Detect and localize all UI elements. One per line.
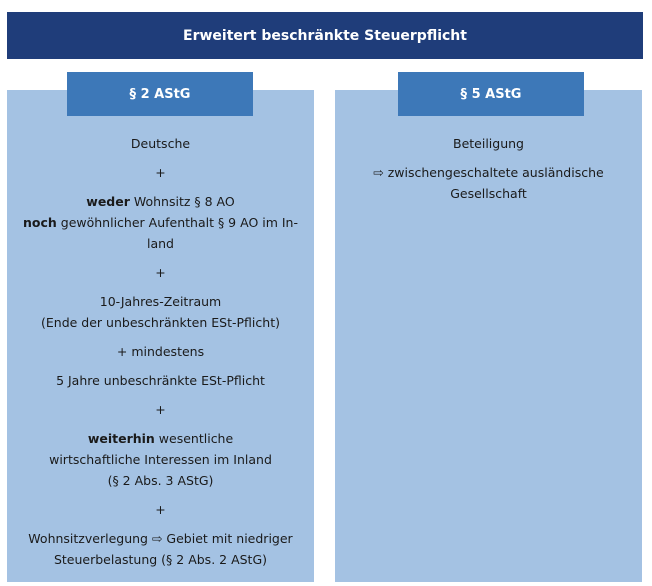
text-belastung: Steuerbelastung (§ 2 Abs. 2 AStG) [53,552,268,567]
text-beteiligung: Beteiligung [453,136,524,151]
tab-section-5-astg [398,72,584,116]
tab-section-2-astg [67,72,253,116]
main-title: Erweitert beschränkte Steuerpflicht [183,27,467,44]
text-mindestens: + mindestens [116,344,205,359]
text-weder-rest: Wohnsitz § 8 AO [129,194,235,209]
text-zwischen-line [350,162,627,183]
right-column-content [350,133,627,204]
left-column-content [22,133,299,570]
plus-sign: + [155,165,166,180]
text-zwischen: zwischengeschaltete ausländische [383,165,604,180]
text-weiterhin-line [22,428,299,449]
main-title-bar [7,12,643,59]
keyword-weiterhin: weiterhin [87,431,155,446]
text-gesellschaft: Gesellschaft [450,186,527,201]
plus-sign: + [155,502,166,517]
tab-label: § 5 AStG [460,86,522,102]
tab-label: § 2 AStG [129,86,191,102]
text-zeitraum-note: (Ende der unbeschränkten ESt-Pflicht) [41,315,280,330]
text-verlegung: Wohnsitzverlegung [28,531,148,546]
text-zeitraum: 10-Jahres-Zeitraum [99,294,222,309]
text-deutsche: Deutsche [130,136,191,151]
plus-sign: + [155,402,166,417]
arrow-right-icon: ⇨ [373,165,384,180]
keyword-noch: noch [22,215,57,230]
text-fuenf-jahre: 5 Jahre unbeschränkte ESt-Pflicht [56,373,265,388]
text-weder-line [22,191,299,212]
keyword-weder: weder [86,194,130,209]
text-noch-cont: land [147,236,174,251]
text-noch-rest: gewöhnlicher Aufenthalt § 9 AO im In- [56,215,298,230]
plus-sign: + [155,265,166,280]
text-interessen: wirtschaftliche Interessen im Inland [49,452,272,467]
text-noch-line [22,212,299,233]
text-weiterhin-rest: wesentliche [154,431,234,446]
text-abs3: (§ 2 Abs. 3 AStG) [107,473,214,488]
arrow-right-icon: ⇨ [151,531,163,546]
text-verlegung-line [22,528,299,549]
text-verlegung-rest: Gebiet mit niedriger [162,531,293,546]
